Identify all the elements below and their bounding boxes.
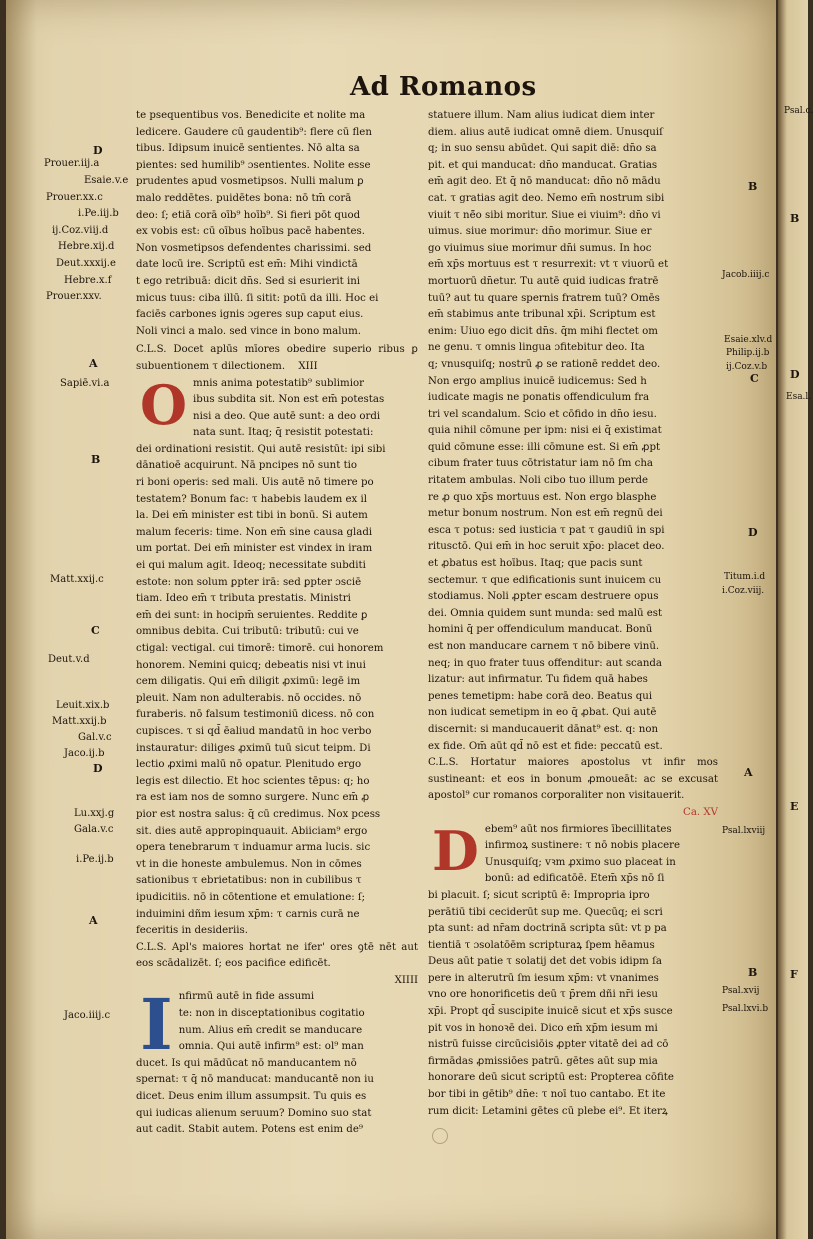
text-line: tuū? aut tu quare spernis fratrem tuū? Omēs	[428, 292, 660, 304]
text-line: perātiū tibi ceciderūt sup me. Quecūq; ei scri	[428, 906, 663, 918]
chapter-13-lines	[136, 372, 418, 940]
text-line: go viuimus siue morimur dn̄i sumus. In hoc	[428, 242, 652, 254]
margin-section-letter: D	[93, 762, 103, 775]
text-line: re ꝓ quo xp̄s mortuus est. Non ergo blasphe	[428, 491, 657, 503]
chapter-number: XIIII	[394, 974, 418, 986]
margin-reference: Psal.lxvi.b	[722, 1004, 769, 1014]
text-line: tientiā τ ɔsolatōēm scripturaꝝ ſpem hēamus	[428, 939, 655, 951]
text-line: pit vos in honoꝛē dei. Dico em̄ xp̄m iesum mi	[428, 1022, 658, 1034]
next-page-section-letter: D	[790, 368, 800, 381]
margin-section-letter: D	[748, 526, 758, 539]
margin-section-letter: B	[748, 180, 758, 193]
text-line: ebem⁹ aūt nos firmiores ībecillitates	[484, 823, 672, 835]
page-hole-mark	[432, 1128, 448, 1144]
margin-reference: Deut.xxxij.e	[56, 258, 116, 269]
text-line: pientes: sed humilib⁹ ɔsentientes. Nolite esse	[136, 159, 371, 171]
next-page-reference: Psal.c.	[784, 106, 813, 116]
summary-text: C.L.S. Hortatur maiores apostolus vt infir mos sustineant: et eos in bonum ꝓmoueāt: ac se excusat apostol⁹ cur romanos corporaliter non visitauerit.	[428, 757, 718, 802]
text-line: mnis anima potestatib⁹ sublimior	[193, 377, 364, 389]
summary-rubric-1	[136, 342, 418, 375]
text-line: ipudicitiis. nō in cōtentione et emulatione: ſ;	[136, 891, 366, 903]
text-line: nistrū fuisse circūcisiōis ꝓpter vitatē dei ad cō	[428, 1039, 669, 1051]
text-line: pere in alterutrū ſm iesum xp̄m: vt vnanimes	[428, 972, 659, 984]
margin-reference: Psal.lxviij	[722, 826, 766, 836]
text-line: sationibus τ ebrietatibus: non in cubilibus τ	[136, 875, 362, 887]
text-line: viuit τ nē̄o sibi moritur. Siue ei viuim⁹: dn̄o vi	[428, 209, 661, 221]
text-line: em̄ agit deo. Et q̄ nō manducat: dn̄o nō mādu	[428, 176, 661, 188]
next-page-section-letter: E	[790, 800, 799, 813]
text-line: ra est iam nos de somno surgere. Nunc em̄ ꝓ	[136, 792, 370, 804]
initial-letter-d: D	[432, 818, 479, 883]
margin-reference: Jaco.iiij.c	[64, 1010, 111, 1021]
next-page-section-letter: F	[790, 968, 798, 981]
text-line: q; in suo sensu abūdet. Qui sapit diē: dn̄o sa	[428, 143, 657, 155]
margin-section-letter: B	[748, 966, 758, 979]
text-line: instauratur: diliges ꝓximū tuū sicut teipm. Di	[136, 742, 371, 754]
text-line: pit. et qui manducat: dn̄o manducat. Gratias	[428, 159, 658, 171]
margin-reference: Hebre.xij.d	[58, 241, 115, 252]
text-line: micus tuus: ciba illū. ſi sitit: potū da illi. Hoc ei	[136, 292, 379, 304]
left-column-lines	[136, 108, 418, 340]
text-line: ducet. Is qui mādūcat nō manducantem nō	[136, 1057, 357, 1069]
left-text-column	[136, 108, 418, 1139]
text-line: dei ordinationi resistit. Qui autē resistūt: ipi sibi	[136, 443, 386, 455]
text-line: lectio ꝓximi malū nō opatur. Plenitudo ergo	[136, 759, 362, 771]
text-line: aut cadit. Stabit autem. Potens est enim de⁹	[136, 1124, 363, 1136]
text-line: cupisces. τ si qd̄ ēaliud mandatū in hoc verbo	[136, 725, 372, 737]
text-line: pta sunt: ad nr̄am doctrinā scripta sūt: vt p pa	[428, 923, 667, 935]
margin-section-letter: B	[91, 453, 101, 466]
margin-reference: Psal.xvij	[722, 986, 760, 996]
text-line: tri vel scandalum. Scio et cōfido in dn̄o iesu.	[428, 408, 657, 420]
text-line: mortuorū dn̄etur. Tu autē quid iudicas fratrē	[428, 275, 659, 287]
text-line: Noli vinci a malo. sed vince in bono malum.	[136, 325, 361, 337]
chapter-15-block	[428, 805, 718, 1120]
text-line: pior est nostra salus: q̄ cū credimus. Nox pcess	[136, 808, 381, 820]
text-line: qui iudicas alienum seruum? Domino suo stat	[136, 1107, 372, 1119]
chapter-number: Ca. XV	[683, 806, 718, 818]
text-line: Non vosmetipsos defendentes charissimi. sed	[136, 242, 372, 254]
margin-reference: Gal.v.c	[78, 732, 112, 743]
margin-section-letter: A	[89, 357, 98, 370]
text-line: uimus. siue morimur: dn̄o morimur. Siue er	[428, 226, 652, 238]
margin-section-letter: C	[750, 372, 759, 385]
text-line: furaberis. nō falsum testimoniū dicess. nō con	[136, 709, 375, 721]
text-line: la. Dei em̄ minister est tibi in bonū. Si autem	[136, 510, 368, 522]
text-line: discernit: si manducauerit dānat⁹ est. q: non	[428, 723, 659, 735]
text-line: penes temetipm: habe corā deo. Beatus qui	[428, 690, 653, 702]
chapter-14-lines	[136, 983, 418, 1138]
text-line: infirmoꝝ sustinere: τ nō nobis placere	[484, 840, 680, 852]
margin-reference: Jaco.ij.b	[64, 748, 105, 759]
margin-reference: Leuit.xix.b	[56, 700, 110, 711]
text-line: dicet. Deus enim illum assumpsit. Tu quis es	[136, 1091, 367, 1103]
margin-reference: Matt.xxij.c	[50, 574, 104, 585]
text-line: metur bonum nostrum. Non est em̄ regnū dei	[428, 508, 663, 520]
text-line: em̄ dei sunt: in hocipm̄ seruientes. Reddite ꝑ	[136, 609, 368, 621]
margin-reference: Jacob.iiij.c	[722, 270, 770, 280]
margin-reference: Titum.i.d	[724, 572, 766, 582]
text-line: xp̄i. Propt qd̄ suscipite inuicē sicut et xp̄s susce	[428, 1006, 673, 1018]
text-line: malum feceris: time. Non em̄ sine causa gladi	[136, 526, 373, 538]
text-line: dānatioē acquirunt. Nā pncipes nō sunt tio	[136, 460, 358, 472]
text-line: nata sunt. Itaq; q̄ resistit potestati:	[193, 427, 374, 439]
text-line: ne genu. τ omnis lingua ɔfitebitur deo. Ita	[428, 342, 645, 354]
margin-section-letter: D	[93, 144, 103, 157]
margin-reference: Philip.ij.b	[726, 348, 770, 358]
text-line: nfirmū autē in fide assumi	[178, 991, 315, 1003]
text-line: q; vnusquiſq; nostrū ꝓ se rationē reddet deo.	[428, 358, 661, 370]
text-line: quid cōmune esse: illi cōmune est. Si em̄ ꝓpt	[428, 441, 661, 453]
margin-reference: Esaie.xlv.d	[724, 335, 773, 345]
text-line: vt in die honeste ambulemus. Non in cōmes	[136, 858, 362, 870]
text-line: ctigal: vectigal. cui timorē: timorē. cui honorem	[136, 643, 384, 654]
margin-reference: i.Coz.viij.	[722, 586, 765, 596]
text-line: ledicere. Gaudere cū gaudentib⁹: flere cū flen	[136, 126, 372, 138]
margin-section-letter: A	[89, 914, 98, 927]
margin-reference: Prouer.iij.a	[44, 158, 100, 169]
text-line: neq; in quo frater tuus offenditur: aut scanda	[428, 657, 662, 669]
summary-text: C.L.S. Docet aplūs mīores obedire superio ribus ꝑ subuentionem τ dilectionem.	[136, 344, 418, 372]
next-page-reference: Esa.l.	[786, 392, 812, 402]
text-line: te psequentibus vos. Benedicite et nolite ma	[136, 110, 366, 121]
text-line: em̄ xp̄s mortuus est τ resurrexit: vt τ viuorū et	[428, 259, 669, 271]
margin-reference: ij.Coz.v.b	[726, 362, 768, 372]
text-line: est non manducare carnem τ nō bibere vinū.	[428, 641, 660, 652]
text-line: cem diligatis. Qui em̄ diligit ꝓximū: legē im	[136, 676, 361, 688]
margin-reference: ij.Coz.viij.d	[52, 225, 109, 236]
summary-rubric-2	[136, 940, 418, 973]
margin-reference: i.Pe.ij.b	[76, 854, 114, 865]
text-line: tibus. Idipsum inuicē sentientes. Nō alta sa	[136, 143, 360, 155]
summary-rubric-3	[428, 755, 718, 805]
right-text-column	[428, 108, 718, 1120]
text-line: ritusctō. Qui em̄ in hoc seruit xp̄o: placet deo.	[428, 541, 665, 553]
right-column-lines	[428, 108, 718, 755]
next-page-edge	[778, 0, 808, 1239]
text-line: bi placuit. ſ; sicut scriptū ē: Impropria ipro	[428, 889, 650, 901]
text-line: iudicate magis ne ponatis offendiculum fra	[428, 392, 650, 404]
margin-reference: Prouer.xx.c	[46, 192, 103, 203]
text-line: legis est dilectio. Et hoc scientes tēpus: q; ho	[136, 775, 370, 787]
summary-text: C.L.S. Apl's maiores hortat ne ifer' ores ꝯtē nēt aut eos scādalizēt. ſ; eos pacifice edificēt.	[136, 941, 418, 970]
margin-section-letter: A	[744, 766, 753, 779]
text-line: num. Alius em̄ credit se manducare	[178, 1024, 363, 1036]
text-line: ex fide. Om̄ aūt qd̄ nō est et fide: peccatū est.	[428, 740, 663, 752]
text-line: honorem. Nemini quicq; debeatis nisi vt inui	[136, 659, 366, 671]
text-line: um portat. Dei em̄ minister est vindex in iram	[136, 543, 373, 555]
chapter-14-block	[136, 973, 418, 1139]
text-line: bonū: ad edificatōē. Etem̄ xp̄s nō ſi	[484, 873, 665, 885]
text-line: malo reddētes. puidētes bona: nō tm̄ corā	[136, 192, 352, 204]
text-line: deo: ſ; etiā corā oīb⁹ hoīb⁹. Si fieri pōt quod	[136, 209, 361, 221]
text-line: spernat: τ q̄ nō manducat: manducantē non iu	[136, 1074, 374, 1086]
text-line: homini q̄ per offendiculum manducat. Bonū	[428, 624, 653, 636]
text-line: enim: Uiuo ego dicit dn̄s. q̄m mihi flectet om	[428, 325, 658, 337]
text-line: quia nihil cōmune per ipm: nisi ei q̄ existimat	[428, 425, 662, 437]
text-line: omnibus debita. Cui tributū: tributū: cui ve	[136, 626, 359, 638]
text-line: feceritis in desideriis.	[136, 925, 248, 937]
chapter-number: XIII	[298, 360, 318, 372]
text-line: et ꝓbatus est hoībus. Itaq; que pacis sunt	[428, 558, 643, 570]
text-line: t ego retribuā: dicit dn̄s. Sed si esurierit ini	[136, 275, 361, 287]
margin-reference: Lu.xxj.g	[74, 808, 115, 819]
text-line: opera tenebrarum τ induamur arma lucis. sic	[136, 842, 371, 854]
margin-reference: Gala.v.c	[74, 824, 114, 835]
text-line: pleuit. Nam non adulterabis. nō occides. nō	[136, 692, 362, 704]
text-line: sectemur. τ que edificationis sunt inuicem cu	[428, 574, 662, 586]
text-line: non iudicat semetipm in eo q̄ ꝓbat. Qui autē	[428, 707, 657, 719]
text-line: tiam. Ideo em̄ τ tributa prestatis. Ministri	[136, 593, 351, 605]
margin-reference: Esaie.v.e	[84, 175, 129, 186]
text-line: rum dicit: Letamini gētes cū plebe ei⁹. Et iterꝝ	[428, 1105, 668, 1117]
initial-letter-o: O	[140, 372, 188, 437]
text-line: te: non in disceptationibus cogitatio	[178, 1008, 365, 1020]
text-line: dei. Omnia quidem sunt munda: sed malū est	[428, 607, 663, 619]
chapter-13-block	[136, 372, 418, 940]
text-line: ri boni operis: sed mali. Uis autē nō timere po	[136, 477, 374, 489]
text-line: bor tibi in gētib⁹ dn̄e: τ noī tuo cantabo. Et ite	[428, 1089, 666, 1101]
text-line: date locū ire. Scriptū est em̄: Mihi vindictā	[136, 259, 358, 271]
margin-reference: Sapiē.vi.a	[60, 378, 110, 389]
margin-reference: Matt.xxij.b	[52, 716, 107, 727]
page-header-title: Ad Romanos	[350, 72, 537, 102]
text-line: cat. τ gratias agit deo. Nemo em̄ nostrum sibi	[428, 192, 665, 204]
text-line: nisi a deo. Que autē sunt: a deo ordi	[193, 410, 381, 422]
text-line: diem. alius autē iudicat omnē diem. Unusquiſ	[428, 126, 663, 138]
text-line: statuere illum. Nam alius iudicat diem inter	[428, 110, 655, 121]
next-page-section-letter: B	[790, 212, 800, 225]
margin-reference: i.Pe.iij.b	[78, 208, 119, 219]
text-line: omnia. Qui autē infirm⁹ est: ol⁹ man	[178, 1041, 364, 1053]
text-line: vno ore honorificetis deū τ p̄rem dñi nr̄i iesu	[428, 989, 658, 1001]
text-line: testatem? Bonum fac: τ habebis laudem ex il	[136, 493, 368, 505]
margin-reference: Deut.v.d	[48, 654, 90, 665]
text-line: honorare deū sicut scriptū est: Propterea cōfite	[428, 1072, 674, 1084]
text-line: firmādas ꝓmissiōes patrū. gētes aūt sup mia	[428, 1055, 658, 1067]
text-line: faciēs carbones ignis ɔgeres sup caput eius.	[136, 309, 364, 321]
text-line: em̄ stabimus ante tribunal xp̄i. Scriptum est	[428, 309, 656, 321]
text-line: ritatem ambulas. Noli cibo tuo illum perde	[428, 475, 649, 487]
text-line: Non ergo amplius inuicē iudicemus: Sed h	[428, 375, 647, 387]
text-line: Deus aūt patie τ solatij det det vobis idipm ſa	[428, 956, 662, 968]
text-line: lizatur: aut infirmatur. Tu fidem quā habes	[428, 674, 648, 686]
margin-reference: Hebre.x.f	[64, 275, 112, 286]
text-line: esca τ potus: sed iusticia τ pat τ gaudiū in spi	[428, 524, 665, 536]
text-line: cibum frater tuus cōtristatur iam nō ſm cha	[428, 458, 653, 470]
text-line: induimini dñm iesum xp̄m: τ carnis curā ne	[136, 908, 360, 920]
text-line: ei qui malum agit. Ideoq; necessitate subditi	[136, 560, 366, 572]
text-line: stodiamus. Noli ꝓpter escam destruere opus	[428, 591, 659, 603]
text-line: sit. dies autē appropinquauit. Abiiciam⁹ ergo	[136, 825, 368, 837]
text-line: Unusquiſq; vꝛm ꝓximo suo placeat in	[484, 856, 676, 868]
text-line: ex vobis est: cū oībus hoībus pacē habentes.	[136, 226, 366, 238]
text-line: ibus subdita sit. Non est em̄ potestas	[193, 394, 385, 406]
text-line: estote: non solum ꝑpter irā: sed ꝑpter ɔsciē	[136, 576, 362, 588]
text-line: prudentes apud vosmetipsos. Nulli malum ꝑ	[136, 176, 364, 188]
initial-letter-i: I	[140, 983, 173, 1067]
margin-section-letter: C	[91, 624, 100, 637]
margin-reference: Prouer.xxv.	[46, 291, 102, 302]
